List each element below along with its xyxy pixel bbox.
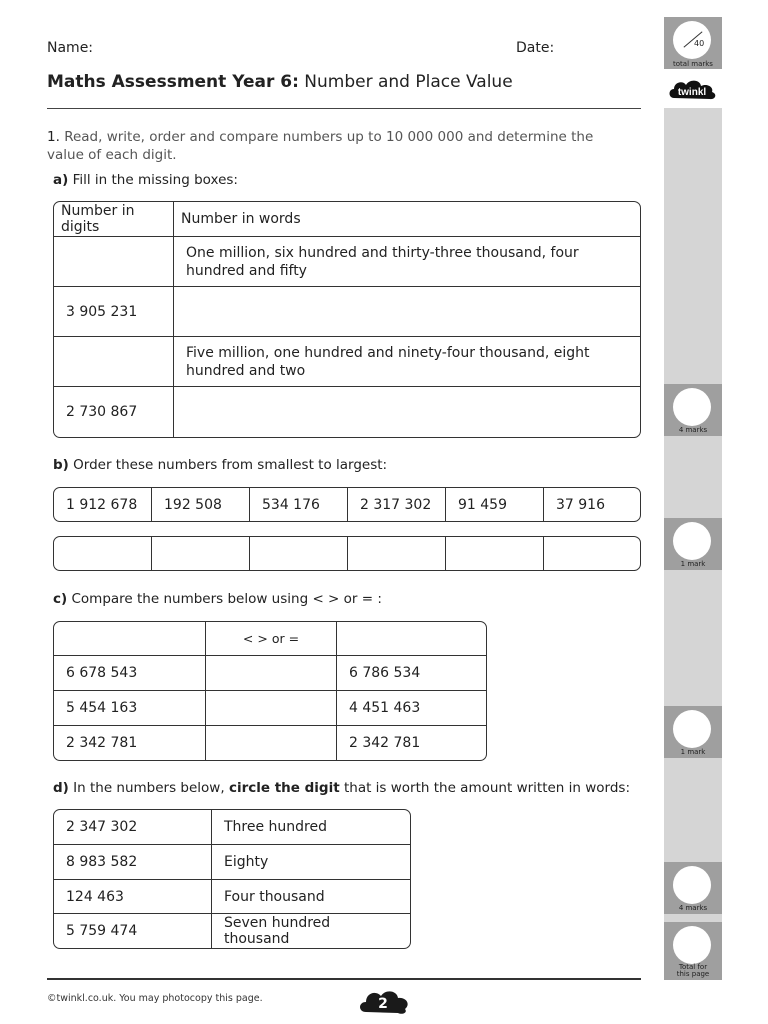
part-d-label — [53, 780, 630, 796]
question-intro — [47, 128, 622, 164]
date-label: Date: — [516, 40, 555, 56]
digits-cell: 2 730 867 — [54, 387, 174, 437]
page-number: 2 — [378, 996, 388, 1012]
value-words-cell: Four thousand — [212, 880, 410, 914]
part-b-label — [53, 457, 387, 473]
mark-circle[interactable] — [673, 710, 711, 748]
table-row — [54, 845, 410, 880]
page-number-badge — [356, 986, 412, 1016]
page-total-block — [664, 922, 722, 980]
value-words-cell: Seven hundred thousand — [224, 915, 331, 947]
question-text: Read, write, order and compare numbers up to 10 000 000 and determine the value of each digit. — [47, 129, 594, 163]
page-title-bold: Maths Assessment Year 6: — [47, 72, 299, 92]
value-words-cell: Three hundred — [212, 810, 410, 845]
page-total-line1: Total for — [678, 963, 708, 971]
words-cell: One million, six hundred and thirty-three thousand, four hundred and fifty — [174, 237, 640, 287]
part-d-instruction-pre: In the numbers below, — [68, 780, 229, 796]
mark-label: 4 marks — [678, 904, 708, 912]
part-c-label — [53, 591, 382, 607]
mark-box-b — [664, 518, 722, 570]
part-d-instruction-post: that is worth the amount written in words: — [339, 780, 631, 796]
digits-cell: 3 905 231 — [54, 287, 174, 337]
answer-box[interactable] — [152, 537, 250, 570]
twinkl-logo — [668, 76, 718, 104]
order-number: 1 912 678 — [54, 488, 152, 521]
digits-cell[interactable] — [54, 337, 174, 387]
compare-right: 6 786 534 — [337, 656, 486, 691]
digits-cell[interactable] — [54, 237, 174, 287]
value-words-cell: Eighty — [212, 845, 410, 880]
part-c-table — [53, 621, 487, 761]
number-cell[interactable]: 2 347 302 — [54, 810, 212, 845]
order-number: 534 176 — [250, 488, 348, 521]
compare-symbol-box[interactable] — [206, 691, 337, 726]
compare-right: 4 451 463 — [337, 691, 486, 726]
total-marks-value: 40 — [694, 39, 705, 48]
number-cell[interactable]: 5 759 474 — [54, 914, 212, 948]
page-title — [47, 72, 513, 92]
part-a-label — [53, 172, 238, 188]
mark-circle[interactable] — [673, 866, 711, 904]
table-row — [54, 656, 486, 691]
page-total-line2: this page — [676, 970, 710, 978]
order-number: 91 459 — [446, 488, 544, 521]
page-title-rest: Number and Place Value — [298, 72, 513, 92]
part-b-instruction: Order these numbers from smallest to largest: — [68, 457, 388, 473]
mark-circle[interactable] — [673, 388, 711, 426]
table-row — [54, 337, 640, 387]
header-symbols: < > or = — [206, 622, 337, 656]
answer-box[interactable] — [250, 537, 348, 570]
total-marks-circle — [673, 21, 711, 59]
order-number: 37 916 — [556, 496, 605, 513]
compare-symbol-box[interactable] — [206, 726, 337, 760]
number-cell[interactable]: 124 463 — [54, 880, 212, 914]
part-a-table — [53, 201, 641, 438]
mark-box-a — [664, 384, 722, 436]
table-row — [54, 880, 410, 914]
table-row — [54, 810, 410, 845]
compare-left: 6 678 543 — [54, 656, 206, 691]
answer-box[interactable] — [348, 537, 446, 570]
compare-right: 2 342 781 — [349, 735, 421, 751]
words-cell[interactable] — [174, 287, 640, 337]
compare-left: 2 342 781 — [54, 726, 206, 760]
name-label: Name: — [47, 40, 94, 56]
table-row — [54, 387, 640, 437]
total-marks-label: total marks — [673, 60, 713, 68]
order-numbers-row — [53, 487, 641, 522]
header-blank — [54, 622, 206, 656]
part-c-letter: c) — [53, 591, 68, 607]
table-row — [54, 914, 410, 948]
mark-box-d — [664, 862, 722, 914]
table-row — [54, 237, 640, 287]
compare-symbol-box[interactable] — [206, 656, 337, 691]
number-cell[interactable]: 8 983 582 — [54, 845, 212, 880]
words-cell[interactable] — [174, 387, 640, 437]
mark-label: 1 mark — [680, 560, 706, 568]
footer-divider — [47, 978, 641, 980]
part-c-instruction: Compare the numbers below using < > or = : — [67, 591, 382, 607]
table-header-row — [54, 202, 640, 237]
answer-box[interactable] — [54, 537, 152, 570]
part-a-letter: a) — [53, 172, 69, 188]
table-row — [54, 726, 486, 760]
mark-circle[interactable] — [673, 522, 711, 560]
question-number: 1. — [47, 129, 60, 145]
mark-label: 1 mark — [680, 748, 706, 756]
twinkl-logo-text: twinkl — [677, 87, 707, 98]
mark-box-c — [664, 706, 722, 758]
order-number: 192 508 — [152, 488, 250, 521]
order-answer-row — [53, 536, 641, 571]
header-words: Number in words — [174, 202, 640, 237]
part-b-letter: b) — [53, 457, 69, 473]
words-cell: Five million, one hundred and ninety-four thousand, eight hundred and two — [174, 337, 640, 387]
header-digits: Number in digits — [54, 202, 174, 237]
part-d-letter: d) — [53, 780, 69, 796]
table-header-row — [54, 622, 486, 656]
order-number: 2 317 302 — [348, 488, 446, 521]
page-total-circle[interactable] — [673, 926, 711, 964]
mark-label: 4 marks — [678, 426, 708, 434]
answer-box[interactable] — [544, 537, 640, 570]
table-row — [54, 691, 486, 726]
answer-box[interactable] — [446, 537, 544, 570]
title-divider — [47, 108, 641, 109]
compare-left: 5 454 163 — [54, 691, 206, 726]
part-a-instruction: Fill in the missing boxes: — [68, 172, 238, 188]
table-row — [54, 287, 640, 337]
header-blank — [337, 622, 486, 656]
total-marks-block — [664, 17, 722, 69]
footer-copyright: ©twinkl.co.uk. You may photocopy this page. — [47, 993, 263, 1004]
part-d-instruction-bold: circle the digit — [228, 780, 340, 796]
part-d-table — [53, 809, 411, 949]
